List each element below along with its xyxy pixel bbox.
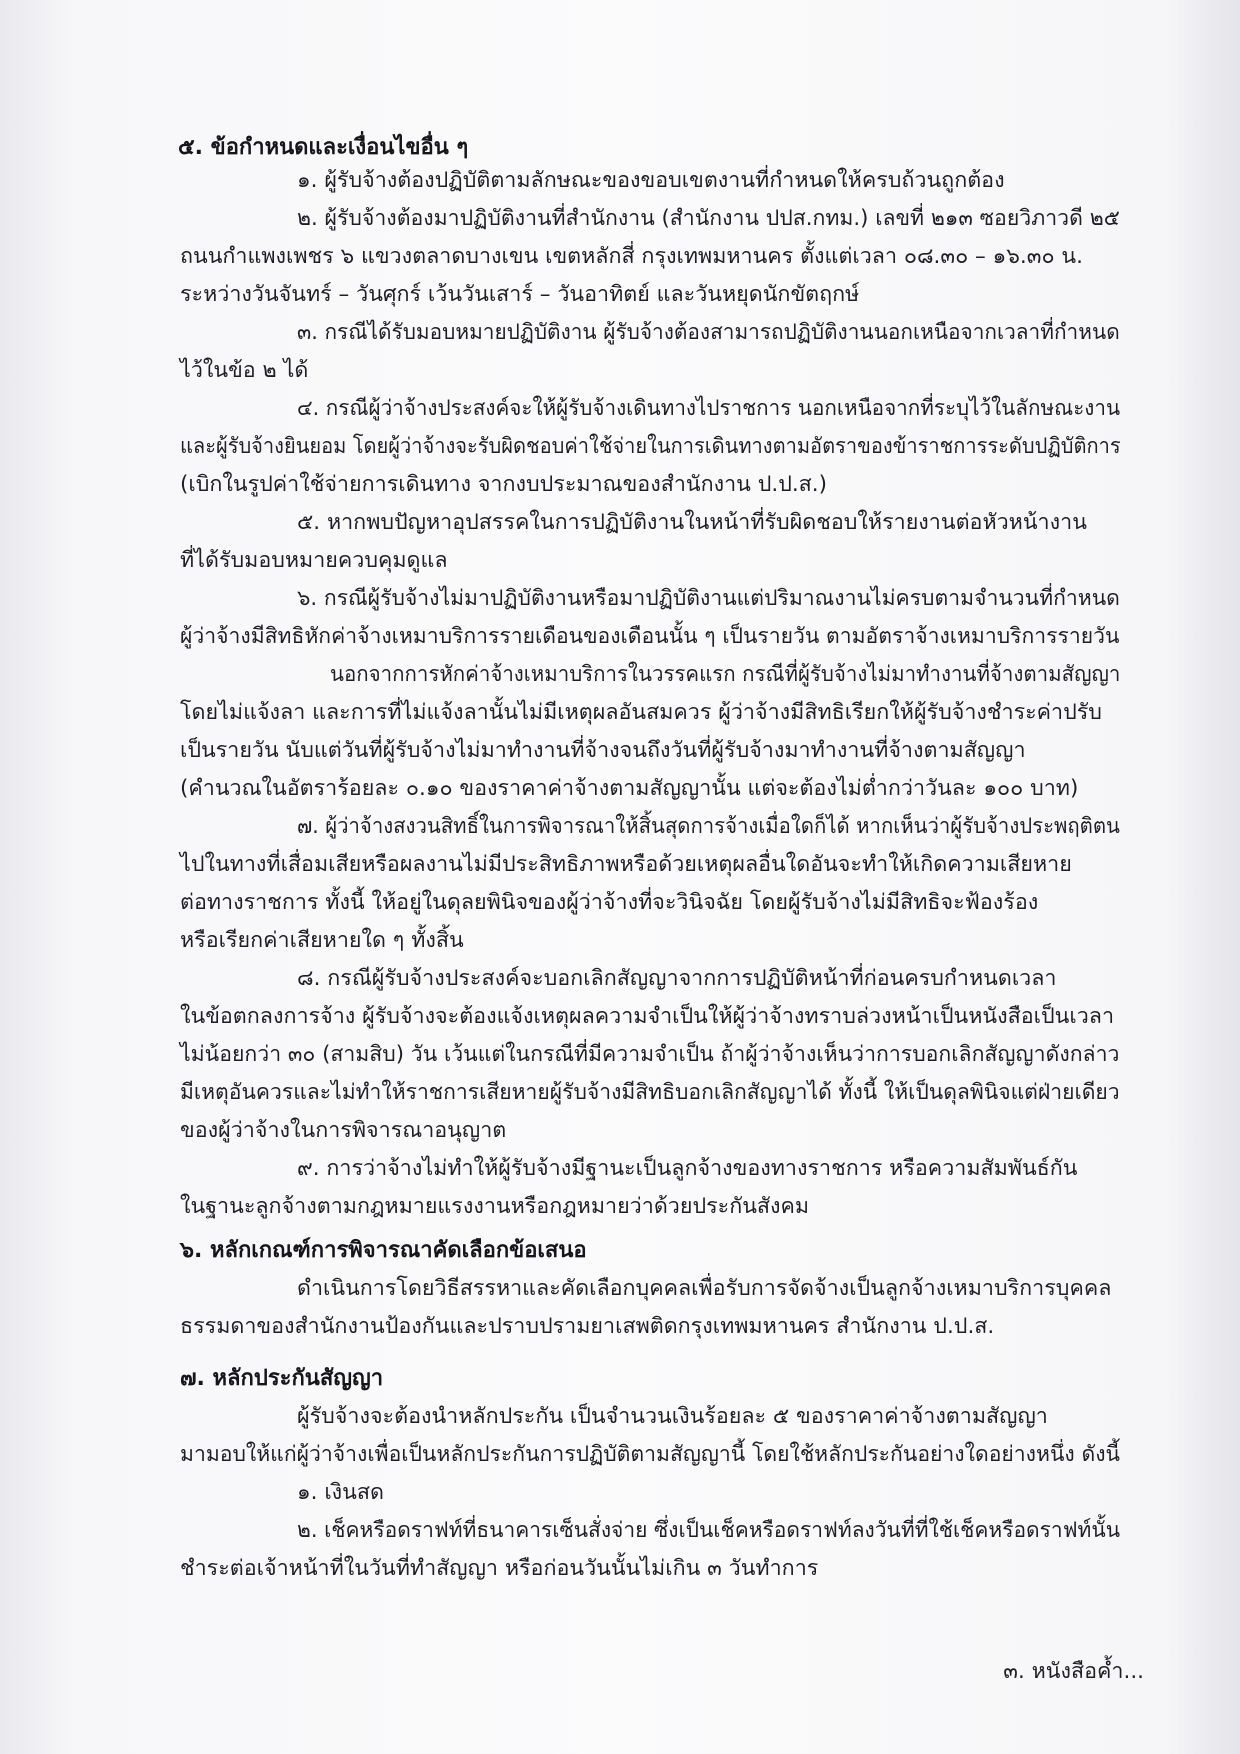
section-5-line-27: ๙. การว่าจ้างไม่ทำให้ผู้รับจ้างมีฐานะเป็นลูกจ้างของทางราชการ หรือความสัมพันธ์กัน xyxy=(297,1156,1078,1181)
section-5-line-21: หรือเรียกค่าเสียหายใด ๆ ทั้งสิ้น xyxy=(180,928,464,953)
section-5-line-3: ถนนกำแพงเพชร ๖ แขวงตลาดบางเขน เขตหลักสี่ กรุงเทพมหานคร ตั้งแต่เวลา ๐๘.๓๐ – ๑๖.๓๐ น. xyxy=(180,244,1083,269)
section-5-line-13: ผู้ว่าจ้างมีสิทธิหักค่าจ้างเหมาบริการรายเดือนของเดือนนั้น ๆ เป็นรายวัน ตามอัตราจ้างเหมาบริการรายวัน xyxy=(180,624,1120,649)
section-5-line-25: มีเหตุอันควรและไม่ทำให้ราชการเสียหายผู้รับจ้างมีสิทธิบอกเลิกสัญญาได้ ทั้งนี้ ให้เป็นดุลพินิจแต่ฝ่ายเดียว xyxy=(180,1080,1120,1105)
section-7-title: ๗. หลักประกันสัญญา xyxy=(180,1366,384,1391)
section-5-line-8: และผู้รับจ้างยินยอม โดยผู้ว่าจ้างจะรับผิดชอบค่าใช้จ่ายในการเดินทางตามอัตราของข้าราชการระดับปฏิบัติการ xyxy=(180,434,1121,459)
section-5-line-6: ไว้ในข้อ ๒ ได้ xyxy=(180,358,309,383)
section-7-line-1: ผู้รับจ้างจะต้องนำหลักประกัน เป็นจำนวนเงินร้อยละ ๕ ของราคาค่าจ้างตามสัญญา xyxy=(297,1404,1048,1429)
section-5-line-1: ๑. ผู้รับจ้างต้องปฏิบัติตามลักษณะของขอบเขตงานที่กำหนดให้ครบถ้วนถูกต้อง xyxy=(297,168,1005,193)
section-7-line-2: มามอบให้แก่ผู้ว่าจ้างเพื่อเป็นหลักประกันการปฏิบัติตามสัญญานี้ โดยใช้หลักประกันอย่างใดอย่างหนึ่ง ดังนี้ xyxy=(180,1442,1121,1467)
page-continuation: ๓. หนังสือค้ำ... xyxy=(1003,1659,1144,1684)
section-7-line-3: ๑. เงินสด xyxy=(297,1480,384,1505)
section-5-line-5: ๓. กรณีได้รับมอบหมายปฏิบัติงาน ผู้รับจ้างต้องสามารถปฏิบัติงานนอกเหนือจากเวลาที่กำหนด xyxy=(297,320,1120,345)
section-5-line-17: (คำนวณในอัตราร้อยละ ๐.๑๐ ของราคาค่าจ้างตามสัญญานั้น แต่จะต้องไม่ต่ำกว่าวันละ ๑๐๐ บาท) xyxy=(180,776,1079,801)
section-5-line-28: ในฐานะลูกจ้างตามกฎหมายแรงงานหรือกฎหมายว่าด้วยประกันสังคม xyxy=(180,1194,810,1219)
section-5-title: ๕. ข้อกำหนดและเงื่อนไขอื่น ๆ xyxy=(178,135,469,160)
section-5-line-11: ที่ได้รับมอบหมายควบคุมดูแล xyxy=(180,548,448,573)
section-5-line-23: ในข้อตกลงการจ้าง ผู้รับจ้างจะต้องแจ้งเหตุผลความจำเป็นให้ผู้ว่าจ้างทราบล่วงหน้าเป็นหนังสือเป็นเวลา xyxy=(180,1004,1115,1029)
section-5-line-14: นอกจากการหักค่าจ้างเหมาบริการในวรรคแรก กรณีที่ผู้รับจ้างไม่มาทำงานที่จ้างตามสัญญา xyxy=(330,662,1121,687)
section-5-line-19: ไปในทางที่เสื่อมเสียหรือผลงานไม่มีประสิทธิภาพหรือด้วยเหตุผลอื่นใดอันจะทำให้เกิดความเสียหาย xyxy=(180,852,1072,877)
section-6-line-1: ดำเนินการโดยวิธีสรรหาและคัดเลือกบุคคลเพื่อรับการจัดจ้างเป็นลูกจ้างเหมาบริการบุคคล xyxy=(297,1276,1112,1301)
section-5-line-9: (เบิกในรูปค่าใช้จ่ายการเดินทาง จากงบประมาณของสำนักงาน ป.ป.ส.) xyxy=(180,472,828,497)
section-6-title: ๖. หลักเกณฑ์การพิจารณาคัดเลือกข้อเสนอ xyxy=(180,1238,587,1263)
section-5-line-4: ระหว่างวันจันทร์ – วันศุกร์ เว้นวันเสาร์ – วันอาทิตย์ และวันหยุดนักขัตฤกษ์ xyxy=(180,282,860,307)
section-7-line-5: ชำระต่อเจ้าหน้าที่ในวันที่ทำสัญญา หรือก่อนวันนั้นไม่เกิน ๓ วันทำการ xyxy=(180,1556,819,1581)
section-5-line-16: เป็นรายวัน นับแต่วันที่ผู้รับจ้างไม่มาทำงานที่จ้างจนถึงวันที่ผู้รับจ้างมาทำงานที่จ้างตามสัญญา xyxy=(180,738,1026,763)
section-5-line-22: ๘. กรณีผู้รับจ้างประสงค์จะบอกเลิกสัญญาจากการปฏิบัติหน้าที่ก่อนครบกำหนดเวลา xyxy=(297,966,1057,991)
section-5-line-26: ของผู้ว่าจ้างในการพิจารณาอนุญาต xyxy=(180,1118,507,1143)
section-5-line-10: ๕. หากพบปัญหาอุปสรรคในการปฏิบัติงานในหน้าที่รับผิดชอบให้รายงานต่อหัวหน้างาน xyxy=(297,510,1087,535)
section-5-line-12: ๖. กรณีผู้รับจ้างไม่มาปฏิบัติงานหรือมาปฏิบัติงานแต่ปริมาณงานไม่ครบตามจำนวนที่กำหนด xyxy=(297,586,1120,611)
section-5-line-18: ๗. ผู้ว่าจ้างสงวนสิทธิ์ในการพิจารณาให้สิ้นสุดการจ้างเมื่อใดก็ได้ หากเห็นว่าผู้รับจ้างประพฤติตน xyxy=(297,814,1120,839)
section-5-line-2: ๒. ผู้รับจ้างต้องมาปฏิบัติงานที่สำนักงาน (สำนักงาน ปปส.กทม.) เลขที่ ๒๑๓ ซอยวิภาวดี ๒๕ xyxy=(297,206,1120,231)
section-7-line-4: ๒. เช็คหรือดราฟท์ที่ธนาคารเซ็นสั่งจ่าย ซึ่งเป็นเช็คหรือดราฟท์ลงวันที่ที่ใช้เช็คหรือดราฟท์นั้น xyxy=(297,1518,1121,1543)
section-5-line-7: ๔. กรณีผู้ว่าจ้างประสงค์จะให้ผู้รับจ้างเดินทางไปราชการ นอกเหนือจากที่ระบุไว้ในลักษณะงาน xyxy=(297,396,1121,421)
section-5-line-20: ต่อทางราชการ ทั้งนี้ ให้อยู่ในดุลยพินิจของผู้ว่าจ้างที่จะวินิจฉัย โดยผู้รับจ้างไม่มีสิทธิจะฟ้องร้อง xyxy=(180,890,1039,915)
section-5-line-15: โดยไม่แจ้งลา และการที่ไม่แจ้งลานั้นไม่มีเหตุผลอันสมควร ผู้ว่าจ้างมีสิทธิเรียกให้ผู้รับจ้างชำระค่าปรับ xyxy=(180,700,1102,725)
section-6-line-2: ธรรมดาของสำนักงานป้องกันและปราบปรามยาเสพติดกรุงเทพมหานคร สำนักงาน ป.ป.ส. xyxy=(180,1314,995,1339)
section-5-line-24: ไม่น้อยกว่า ๓๐ (สามสิบ) วัน เว้นแต่ในกรณีที่มีความจำเป็น ถ้าผู้ว่าจ้างเห็นว่าการบอกเลิกสัญญาดังกล่าว xyxy=(180,1042,1120,1067)
